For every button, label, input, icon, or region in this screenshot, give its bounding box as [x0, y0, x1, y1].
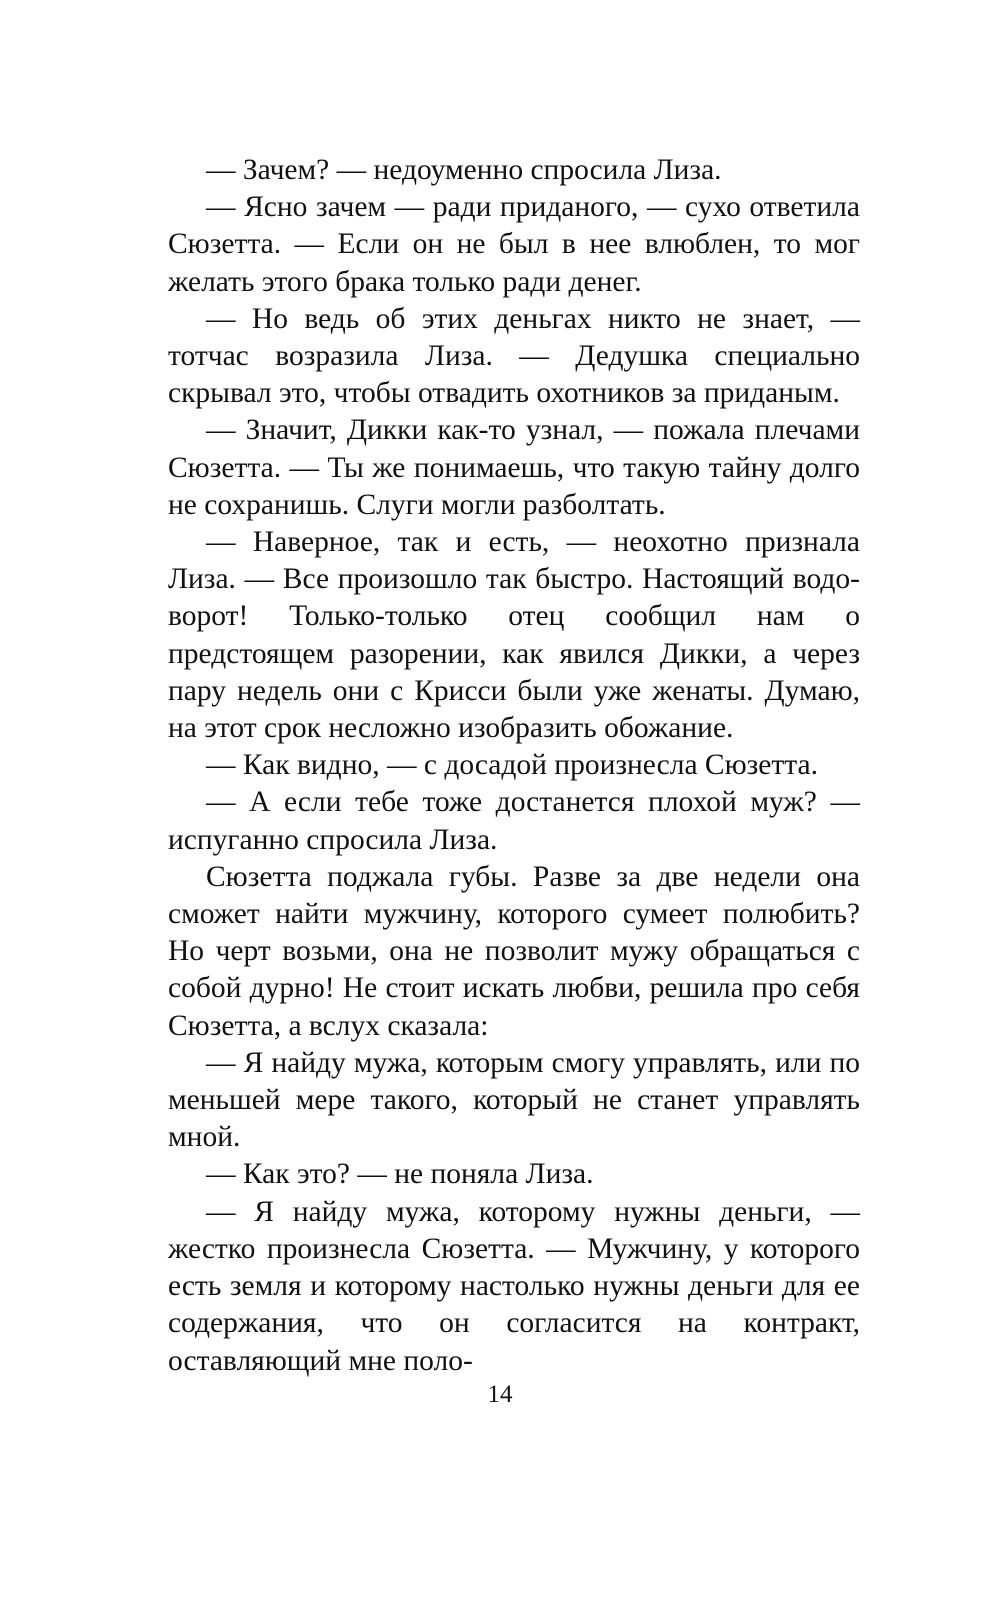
paragraph-4: — Значит, Дикки как-то узнал, — пожала плечами Сюзетта. — Ты же понимаешь, что такую тайну долго не сохранишь. Слуги могли разболтать.: [168, 414, 860, 521]
paragraph-2: — Ясно зачем — ради приданого, — сухо ответила Сюзетта. — Если он не был в нее влюблен, то мог желать этого брака только ради денег.: [168, 191, 860, 298]
paragraph-8: Сюзетта поджала губы. Разве за две недели она сможет найти мужчину, которого сумеет полюбить? Но черт возьми, она не позволит мужу обращаться с собой дурно! Не стоит искать любви, решила про себя Сюзетта, а вслух сказала:: [168, 860, 860, 1042]
paragraph-9: — Я найду мужа, которым смогу управлять, или по меньшей мере такого, который не станет управлять мной.: [168, 1046, 860, 1154]
paragraph-3: — Но ведь об этих деньгах никто не знает, — тотчас возразила Лиза. — Дедушка специально скрывал это, чтобы отвадить охотников за приданым.: [168, 302, 860, 410]
page-number: 14: [487, 1381, 513, 1408]
paragraph-10: — Как это? — не поняла Лиза.: [206, 1158, 594, 1191]
paragraph-1: — Зачем? — недоуменно спросила Лиза.: [206, 154, 722, 186]
paragraph-7: — А если тебе тоже достанется плохой муж? — испуганно спросила Лиза.: [168, 786, 860, 856]
paragraph-6: — Как видно, — с досадой произнесла Сюзетта.: [206, 749, 818, 782]
paragraph-5: — Наверное, так и есть, — неохотно признала Лиза. — Все произошло так быстро. Настоящий водоворот! Только-только отец сообщил нам о предстоящем разорении, как явился Дикки, а через пару недель они с Крисси были уже женаты. Думаю, на этот срок несложно изобразить обожание.: [168, 526, 860, 745]
body-text: [168, 152, 860, 1380]
paragraph-11: — Я найду мужа, которому нужны деньги, — жестко произнесла Сюзетта. — Мужчину, у которого есть земля и которому настолько нужны деньги для ее содержания, что он согласится на контракт, оставляющий мне поло-: [168, 1195, 860, 1377]
